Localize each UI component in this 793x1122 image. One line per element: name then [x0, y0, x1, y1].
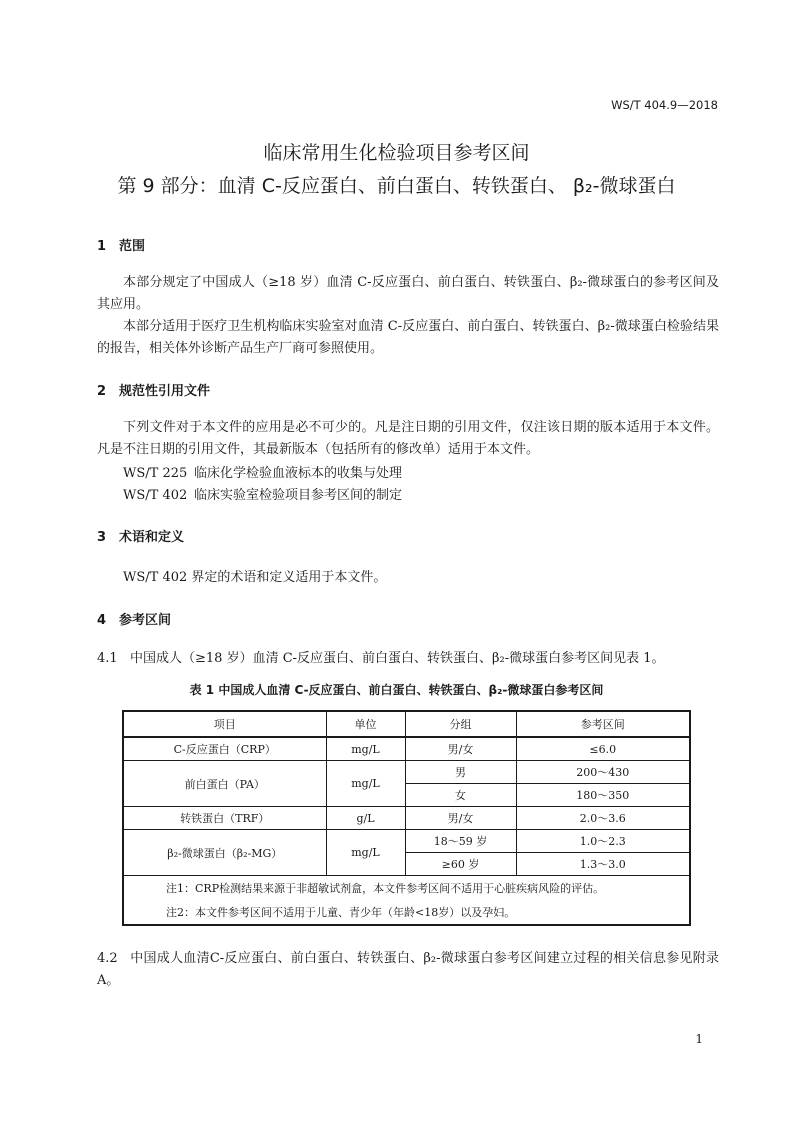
- section-number: 1: [97, 239, 107, 254]
- section-4-heading: [97, 609, 171, 628]
- section-1-heading: [97, 235, 145, 254]
- section-number: 2: [97, 384, 107, 399]
- section-1-paragraph-2: 本部分适用于医疗卫生机构临床实验室对血清 C-反应蛋白、前白蛋白、转铁蛋白、β₂-微球蛋白检验结果的报告，相关体外诊断产品生产厂商可参照使用。: [97, 319, 719, 356]
- section-title: 术语和定义: [119, 530, 185, 545]
- cell-unit: mg/L: [326, 761, 405, 807]
- cell-group: 女: [405, 784, 516, 807]
- reference-item: [123, 484, 402, 503]
- document-subtitle: 第 9 部分：血清 C-反应蛋白、前白蛋白、转铁蛋白、 β₂-微球蛋白: [117, 175, 676, 197]
- section-title: 范围: [119, 239, 146, 254]
- section-3-paragraph-1: WS/T 402 界定的术语和定义适用于本文件。: [123, 570, 387, 585]
- table-note-row: [123, 876, 690, 901]
- table-row: [123, 761, 690, 784]
- page-number: 1: [695, 1032, 703, 1046]
- section-number: 3: [97, 530, 107, 545]
- clause-text: 中国成人血清C-反应蛋白、前白蛋白、转铁蛋白、β₂-微球蛋白参考区间建立过程的相关信息参见附录A。: [97, 951, 719, 988]
- cell-unit: g/L: [326, 807, 405, 830]
- cell-range: 180～350: [516, 784, 690, 807]
- section-title: 参考区间: [119, 613, 172, 628]
- cell-group: 男/女: [405, 737, 516, 761]
- cell-group: 男: [405, 761, 516, 784]
- cell-item: 前白蛋白（PA）: [123, 761, 326, 807]
- table-caption: 表 1 中国成人血清 C-反应蛋白、前白蛋白、转铁蛋白、β₂-微球蛋白参考区间: [189, 683, 604, 697]
- reference-code: WS/T 402: [123, 488, 188, 503]
- section-3-heading: [97, 526, 184, 545]
- table-note-1: 注1：CRP检测结果来源于非超敏试剂盒，本文件参考区间不适用于心脏疾病风险的评估。: [123, 876, 690, 901]
- reference-item: [123, 462, 402, 481]
- clause-4-2: [97, 948, 719, 992]
- cell-item: β₂-微球蛋白（β₂-MG）: [123, 830, 326, 876]
- header-group: 分组: [405, 711, 516, 737]
- section-2-heading: [97, 380, 210, 399]
- cell-unit: mg/L: [326, 737, 405, 761]
- clause-number: 4.2: [97, 951, 118, 966]
- reference-interval-table: [122, 710, 691, 926]
- clause-text: 中国成人（≥18 岁）血清 C-反应蛋白、前白蛋白、转铁蛋白、β₂-微球蛋白参考区间见表 1。: [130, 651, 665, 666]
- cell-group: 男/女: [405, 807, 516, 830]
- cell-unit: mg/L: [326, 830, 405, 876]
- section-title: 规范性引用文件: [119, 384, 211, 399]
- clause-number: 4.1: [97, 651, 118, 666]
- reference-title: 临床化学检验血液标本的收集与处理: [194, 466, 403, 481]
- header-unit: 单位: [326, 711, 405, 737]
- section-2-paragraph-1: 下列文件对于本文件的应用是必不可少的。凡是注日期的引用文件，仅注该日期的版本适用于本文件。凡是不注日期的引用文件，其最新版本（包括所有的修改单）适用于本文件。: [97, 420, 719, 457]
- cell-item: 转铁蛋白（TRF）: [123, 807, 326, 830]
- table-row: [123, 737, 690, 761]
- section-number: 4: [97, 613, 107, 628]
- reference-code: WS/T 225: [123, 466, 188, 481]
- cell-group: 18～59 岁: [405, 830, 516, 853]
- header-range: 参考区间: [516, 711, 690, 737]
- header-item: 项目: [123, 711, 326, 737]
- cell-group: ≥60 岁: [405, 853, 516, 876]
- document-title: 临床常用生化检验项目参考区间: [263, 142, 530, 164]
- cell-range: ≤6.0: [516, 737, 690, 761]
- clause-4-1: [97, 648, 719, 670]
- cell-range: 1.0～2.3: [516, 830, 690, 853]
- cell-range: 1.3～3.0: [516, 853, 690, 876]
- table-note-2: 注2：本文件参考区间不适用于儿童、青少年（年龄<18岁）以及孕妇。: [123, 900, 690, 925]
- cell-range: 200～430: [516, 761, 690, 784]
- table-row: [123, 807, 690, 830]
- table-row: [123, 830, 690, 853]
- table-header-row: [123, 711, 690, 737]
- table-note-row: [123, 900, 690, 925]
- standard-code: WS/T 404.9—2018: [611, 98, 718, 112]
- section-1-paragraph-1: 本部分规定了中国成人（≥18 岁）血清 C-反应蛋白、前白蛋白、转铁蛋白、β₂-微球蛋白的参考区间及其应用。: [97, 275, 719, 312]
- reference-title: 临床实验室检验项目参考区间的制定: [194, 488, 403, 503]
- cell-range: 2.0～3.6: [516, 807, 690, 830]
- cell-item: C-反应蛋白（CRP）: [123, 737, 326, 761]
